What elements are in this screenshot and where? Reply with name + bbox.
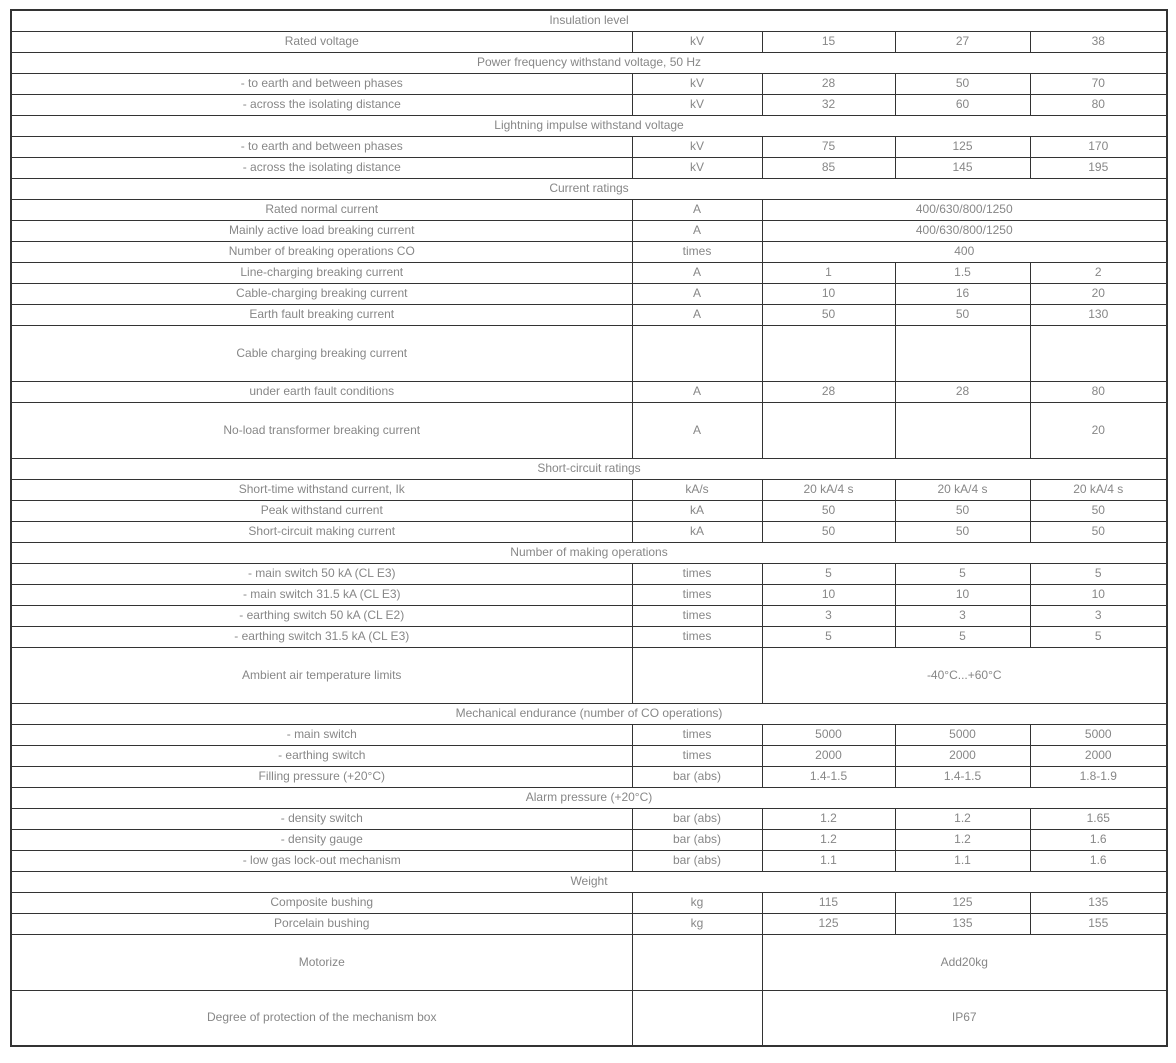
value-cell: 50: [762, 521, 895, 542]
parameter-label-cell: - earthing switch 50 kA (CL E2): [11, 605, 632, 626]
data-row: [11, 381, 1167, 402]
parameter-label-cell: - earthing switch: [11, 745, 632, 766]
parameter-label-cell: - main switch: [11, 724, 632, 745]
value-cell: 10: [895, 584, 1030, 605]
section-row: [11, 871, 1167, 892]
data-row: [11, 136, 1167, 157]
value-cell: 3: [762, 605, 895, 626]
unit-cell: kA/s: [632, 479, 762, 500]
parameter-label-cell: - density switch: [11, 808, 632, 829]
unit-cell: times: [632, 241, 762, 262]
section-row: [11, 458, 1167, 479]
value-cell: 1.4-1.5: [895, 766, 1030, 787]
data-row: [11, 584, 1167, 605]
value-cell: 125: [762, 913, 895, 934]
value-cell: [895, 325, 1030, 381]
value-cell: [762, 402, 895, 458]
unit-cell: kV: [632, 157, 762, 178]
data-row: [11, 220, 1167, 241]
value-cell: 50: [762, 500, 895, 521]
value-span-cell: 400/630/800/1250: [762, 220, 1167, 241]
unit-cell: A: [632, 402, 762, 458]
value-cell: 50: [895, 500, 1030, 521]
value-cell: 5: [895, 626, 1030, 647]
unit-cell: kA: [632, 500, 762, 521]
specification-table: [10, 9, 1168, 1047]
value-cell: 10: [762, 584, 895, 605]
value-cell: 1.5: [895, 262, 1030, 283]
value-cell: 135: [1030, 892, 1167, 913]
unit-cell: times: [632, 626, 762, 647]
value-span-cell: -40°C...+60°C: [762, 647, 1167, 703]
value-cell: 115: [762, 892, 895, 913]
data-row: [11, 850, 1167, 871]
value-cell: 28: [762, 73, 895, 94]
parameter-label-cell: Number of breaking operations CO: [11, 241, 632, 262]
parameter-label-cell: - main switch 31.5 kA (CL E3): [11, 584, 632, 605]
data-row: [11, 829, 1167, 850]
value-cell: 125: [895, 136, 1030, 157]
value-cell: 50: [895, 73, 1030, 94]
parameter-label-cell: - main switch 50 kA (CL E3): [11, 563, 632, 584]
spec-sheet: [10, 9, 1168, 1047]
value-cell: 2: [1030, 262, 1167, 283]
data-row: [11, 766, 1167, 787]
value-span-cell: 400/630/800/1250: [762, 199, 1167, 220]
value-cell: 1.6: [1030, 850, 1167, 871]
parameter-label-cell: Motorize: [11, 934, 632, 990]
value-span-cell: 400: [762, 241, 1167, 262]
parameter-label-cell: Ambient air temperature limits: [11, 647, 632, 703]
section-row: [11, 703, 1167, 724]
unit-cell: times: [632, 563, 762, 584]
data-row: [11, 626, 1167, 647]
parameter-label-cell: No-load transformer breaking current: [11, 402, 632, 458]
section-header-cell: Short-circuit ratings: [11, 458, 1167, 479]
unit-cell: A: [632, 381, 762, 402]
section-row: [11, 10, 1167, 31]
value-cell: 155: [1030, 913, 1167, 934]
unit-cell: times: [632, 584, 762, 605]
section-header-cell: Lightning impulse withstand voltage: [11, 115, 1167, 136]
parameter-label-cell: Line-charging breaking current: [11, 262, 632, 283]
section-header-cell: Weight: [11, 871, 1167, 892]
parameter-label-cell: - density gauge: [11, 829, 632, 850]
section-header-cell: Current ratings: [11, 178, 1167, 199]
data-row: [11, 304, 1167, 325]
value-cell: 170: [1030, 136, 1167, 157]
parameter-label-cell: Mainly active load breaking current: [11, 220, 632, 241]
value-cell: 130: [1030, 304, 1167, 325]
value-cell: 5000: [1030, 724, 1167, 745]
value-cell: 2000: [895, 745, 1030, 766]
value-cell: [762, 325, 895, 381]
value-cell: 80: [1030, 94, 1167, 115]
unit-cell: times: [632, 745, 762, 766]
value-cell: 50: [1030, 500, 1167, 521]
section-header-cell: Power frequency withstand voltage, 50 Hz: [11, 52, 1167, 73]
value-cell: 50: [762, 304, 895, 325]
value-cell: 1.65: [1030, 808, 1167, 829]
value-cell: 50: [895, 521, 1030, 542]
data-row: [11, 913, 1167, 934]
value-cell: 20 kA/4 s: [1030, 479, 1167, 500]
parameter-label-cell: under earth fault conditions: [11, 381, 632, 402]
value-cell: 60: [895, 94, 1030, 115]
parameter-label-cell: Degree of protection of the mechanism box: [11, 990, 632, 1046]
value-cell: 2000: [1030, 745, 1167, 766]
value-cell: 10: [762, 283, 895, 304]
parameter-label-cell: Short-time withstand current, Ik: [11, 479, 632, 500]
data-row: [11, 563, 1167, 584]
section-header-cell: Number of making operations: [11, 542, 1167, 563]
unit-cell: kg: [632, 913, 762, 934]
unit-cell: kV: [632, 73, 762, 94]
parameter-label-cell: - to earth and between phases: [11, 136, 632, 157]
section-row: [11, 178, 1167, 199]
value-cell: 16: [895, 283, 1030, 304]
parameter-label-cell: - earthing switch 31.5 kA (CL E3): [11, 626, 632, 647]
data-row: [11, 647, 1167, 703]
parameter-label-cell: - low gas lock-out mechanism: [11, 850, 632, 871]
unit-cell: bar (abs): [632, 808, 762, 829]
data-row: [11, 724, 1167, 745]
value-span-cell: Add20kg: [762, 934, 1167, 990]
value-cell: 1.2: [895, 808, 1030, 829]
data-row: [11, 283, 1167, 304]
value-cell: 145: [895, 157, 1030, 178]
section-header-cell: Mechanical endurance (number of CO operations): [11, 703, 1167, 724]
data-row: [11, 990, 1167, 1046]
value-cell: 75: [762, 136, 895, 157]
unit-cell: A: [632, 199, 762, 220]
section-row: [11, 542, 1167, 563]
data-row: [11, 934, 1167, 990]
unit-cell: A: [632, 304, 762, 325]
unit-cell: kA: [632, 521, 762, 542]
value-cell: 1.2: [895, 829, 1030, 850]
unit-cell: kV: [632, 31, 762, 52]
value-cell: 5: [895, 563, 1030, 584]
data-row: [11, 94, 1167, 115]
data-row: [11, 808, 1167, 829]
data-row: [11, 262, 1167, 283]
unit-cell: kg: [632, 892, 762, 913]
data-row: [11, 31, 1167, 52]
value-cell: 1.4-1.5: [762, 766, 895, 787]
parameter-label-cell: Cable-charging breaking current: [11, 283, 632, 304]
unit-cell: [632, 325, 762, 381]
value-cell: 10: [1030, 584, 1167, 605]
value-cell: [1030, 325, 1167, 381]
value-cell: 5000: [762, 724, 895, 745]
value-cell: 50: [1030, 521, 1167, 542]
data-row: [11, 500, 1167, 521]
value-cell: 1: [762, 262, 895, 283]
value-cell: 80: [1030, 381, 1167, 402]
value-cell: 125: [895, 892, 1030, 913]
value-cell: 5: [762, 563, 895, 584]
unit-cell: [632, 990, 762, 1046]
unit-cell: [632, 647, 762, 703]
data-row: [11, 157, 1167, 178]
value-cell: 28: [895, 381, 1030, 402]
unit-cell: kV: [632, 136, 762, 157]
value-cell: 15: [762, 31, 895, 52]
value-cell: 28: [762, 381, 895, 402]
unit-cell: A: [632, 283, 762, 304]
parameter-label-cell: Porcelain bushing: [11, 913, 632, 934]
unit-cell: bar (abs): [632, 829, 762, 850]
section-row: [11, 52, 1167, 73]
parameter-label-cell: Rated voltage: [11, 31, 632, 52]
unit-cell: A: [632, 220, 762, 241]
value-cell: 20: [1030, 402, 1167, 458]
unit-cell: times: [632, 605, 762, 626]
parameter-label-cell: Short-circuit making current: [11, 521, 632, 542]
value-cell: 5000: [895, 724, 1030, 745]
section-row: [11, 787, 1167, 808]
value-cell: 70: [1030, 73, 1167, 94]
value-cell: 1.1: [895, 850, 1030, 871]
parameter-label-cell: Peak withstand current: [11, 500, 632, 521]
data-row: [11, 521, 1167, 542]
data-row: [11, 325, 1167, 381]
value-cell: 20: [1030, 283, 1167, 304]
section-header-cell: Insulation level: [11, 10, 1167, 31]
section-header-cell: Alarm pressure (+20°C): [11, 787, 1167, 808]
unit-cell: times: [632, 724, 762, 745]
value-cell: 135: [895, 913, 1030, 934]
unit-cell: kV: [632, 94, 762, 115]
value-cell: 3: [895, 605, 1030, 626]
unit-cell: [632, 934, 762, 990]
specification-table-body: [11, 10, 1167, 1046]
parameter-label-cell: - to earth and between phases: [11, 73, 632, 94]
data-row: [11, 479, 1167, 500]
parameter-label-cell: Composite bushing: [11, 892, 632, 913]
value-cell: 32: [762, 94, 895, 115]
value-cell: 5: [1030, 563, 1167, 584]
parameter-label-cell: - across the isolating distance: [11, 94, 632, 115]
value-cell: 20 kA/4 s: [762, 479, 895, 500]
value-cell: 85: [762, 157, 895, 178]
parameter-label-cell: Rated normal current: [11, 199, 632, 220]
section-row: [11, 115, 1167, 136]
value-cell: 1.2: [762, 808, 895, 829]
value-cell: 1.1: [762, 850, 895, 871]
value-span-cell: IP67: [762, 990, 1167, 1046]
data-row: [11, 745, 1167, 766]
unit-cell: bar (abs): [632, 766, 762, 787]
parameter-label-cell: Earth fault breaking current: [11, 304, 632, 325]
unit-cell: A: [632, 262, 762, 283]
data-row: [11, 605, 1167, 626]
value-cell: 1.2: [762, 829, 895, 850]
data-row: [11, 73, 1167, 94]
value-cell: 50: [895, 304, 1030, 325]
value-cell: 2000: [762, 745, 895, 766]
value-cell: 1.6: [1030, 829, 1167, 850]
value-cell: 20 kA/4 s: [895, 479, 1030, 500]
parameter-label-cell: Cable charging breaking current: [11, 325, 632, 381]
value-cell: 27: [895, 31, 1030, 52]
data-row: [11, 402, 1167, 458]
value-cell: 3: [1030, 605, 1167, 626]
data-row: [11, 241, 1167, 262]
unit-cell: bar (abs): [632, 850, 762, 871]
value-cell: 1.8-1.9: [1030, 766, 1167, 787]
value-cell: 5: [1030, 626, 1167, 647]
value-cell: 195: [1030, 157, 1167, 178]
data-row: [11, 199, 1167, 220]
value-cell: 5: [762, 626, 895, 647]
value-cell: 38: [1030, 31, 1167, 52]
data-row: [11, 892, 1167, 913]
value-cell: [895, 402, 1030, 458]
parameter-label-cell: - across the isolating distance: [11, 157, 632, 178]
parameter-label-cell: Filling pressure (+20°C): [11, 766, 632, 787]
